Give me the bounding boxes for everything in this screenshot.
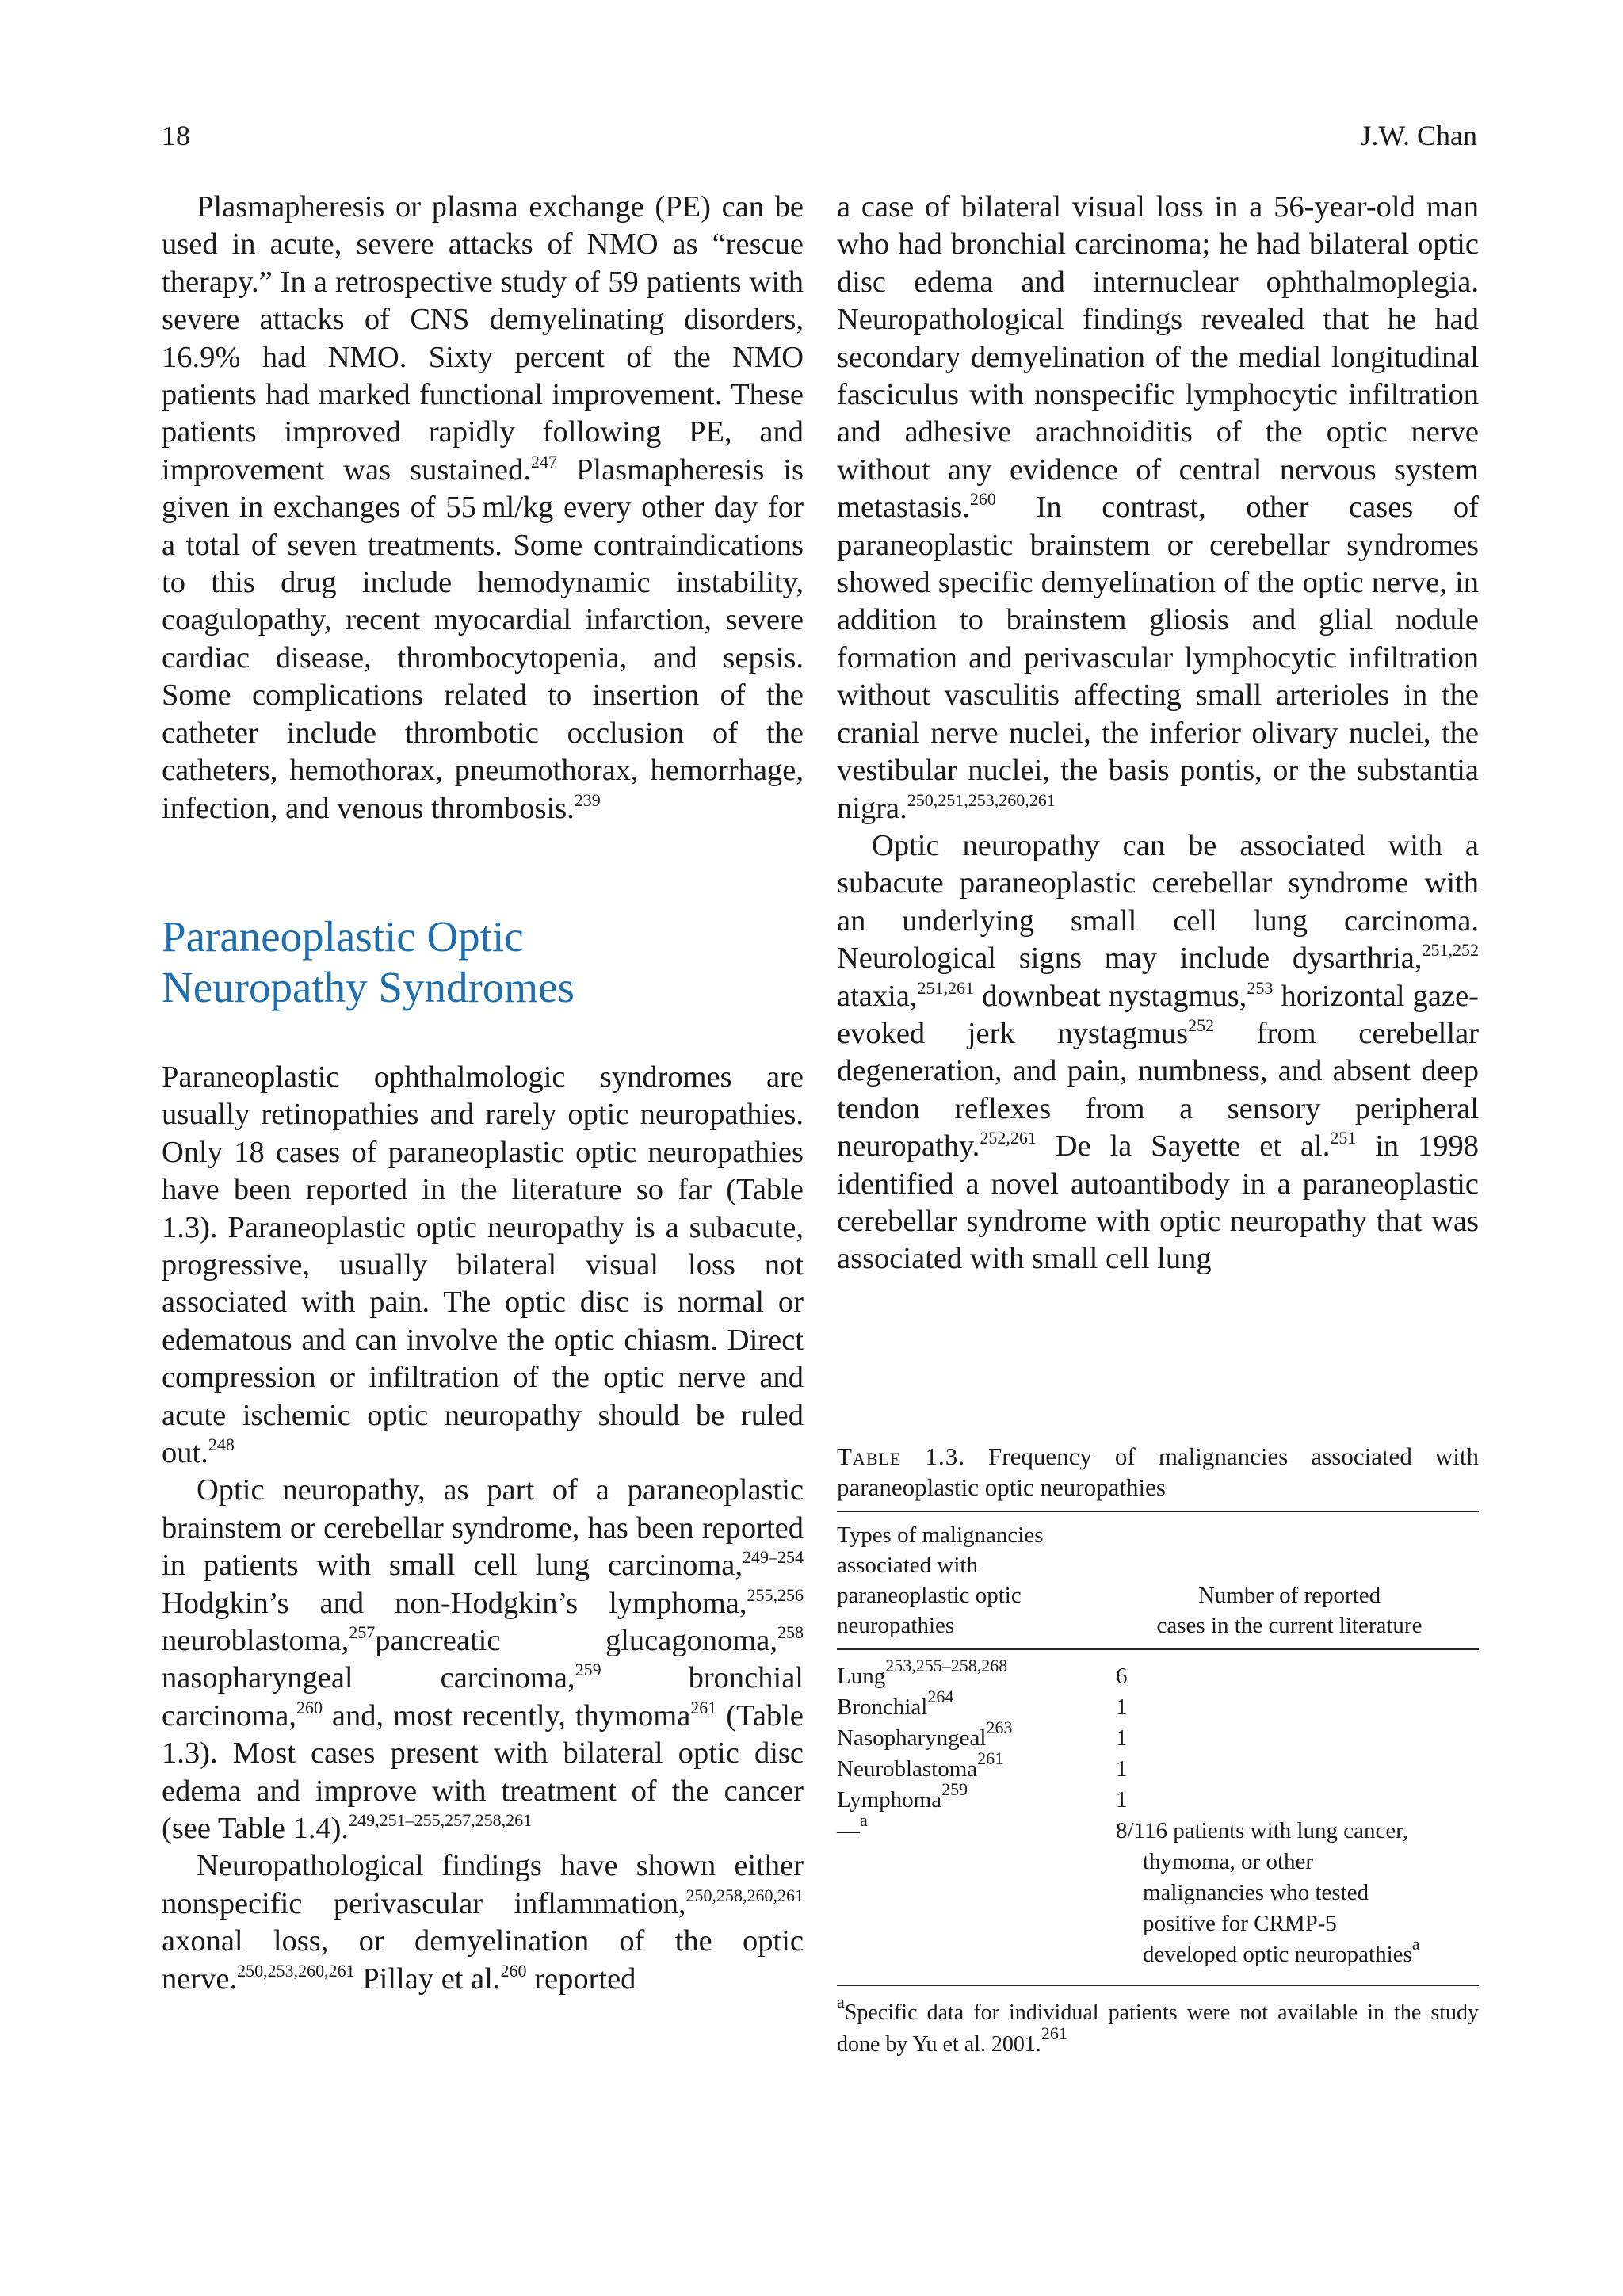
case-count: 1 [1116, 1694, 1128, 1720]
text-run: De la Sayette et al. [1036, 1129, 1331, 1163]
note-line: positive for CRMP-5 [1143, 1911, 1337, 1936]
text-run: Neuropathological findings have shown either nonspecific perivascular inflammation, [162, 1849, 804, 1920]
case-count: 6 [1116, 1664, 1128, 1689]
text-run: Pillay et al. [354, 1962, 501, 1996]
text-run: Plasmapheresis is given in exchanges of 55 ml/kg every other day for a total of seven treatments. Some contraindications to this drug include hemodynamic instability, coagulopathy, recent myocardial infarction, severe cardiac disease, thrombocytopenia, and sepsis. Some complications related to insertion of the catheter include thrombotic occlusion of the catheters, hemothorax, pneumothorax, hemorrhage, infection, and venous thrombosis. [162, 453, 804, 825]
header-line: paraneoplastic optic [837, 1583, 1022, 1608]
citation-ref: 253 [1247, 977, 1274, 998]
section-heading [162, 911, 804, 1013]
citation-ref: 251 [1330, 1128, 1357, 1148]
malignancy-name: Bronchial [837, 1694, 928, 1720]
text-run: axonal loss, or demyelination of the optic nerve. [162, 1924, 804, 1996]
column-header-types [837, 1520, 1100, 1641]
citation-ref: 249–254 [743, 1547, 804, 1568]
case-count: 1 [1116, 1756, 1128, 1782]
table-footnote [837, 1992, 1479, 2061]
text-run: ataxia, [837, 979, 918, 1013]
text-run: from cerebellar degeneration, and pain, numbness, and absent deep tendon reflexes from a sensory peripheral neuropathy. [837, 1016, 1479, 1163]
citation-ref: 250,253,260,261 [237, 1960, 355, 1981]
text-run: Optic neuropathy, as part of a paraneoplastic brainstem or cerebellar syndrome, has been reported in patients with small cell lung carcinoma, [162, 1473, 804, 1583]
text-run: downbeat nystagmus, [974, 979, 1247, 1013]
text-run: in 1998 identified a novel autoantibody in a paraneoplastic cerebellar syndrome with optic neuropathy that was associated with small cell lung [837, 1129, 1479, 1276]
table-row [837, 1717, 1479, 1754]
text-run: (Table 1.3). Most cases present with bilateral optic disc edema and improve with treatment of the cancer (see Table 1.4). [162, 1698, 804, 1846]
running-head: J.W. Chan [1360, 120, 1477, 151]
table-bottom-rule [837, 1985, 1479, 1986]
text-run: nasopharyngeal carcinoma, [162, 1661, 575, 1695]
paragraph-pillay-case [837, 189, 1479, 827]
table-row [837, 1779, 1479, 1816]
malignancy-cell [837, 1779, 1116, 1816]
malignancy-name: Lymphoma [837, 1787, 942, 1813]
table-row [837, 1687, 1479, 1723]
citation-ref: 248 [208, 1434, 235, 1454]
malignancy-name: Neuroblastoma [837, 1756, 978, 1782]
paragraph-plasmapheresis [162, 189, 804, 827]
paragraph-paraneoplastic-intro [162, 1059, 804, 1472]
footnote-mark: a [837, 1992, 845, 2011]
citation-ref: 257 [349, 1622, 376, 1642]
citation-ref: 258 [777, 1622, 804, 1642]
table-body [837, 1650, 1479, 1985]
text-run: Plasmapheresis or plasma exchange (PE) can be used in acute, severe attacks of NMO as “rescue therapy.” In a retrospective study of 59 patients with severe attacks of CNS demyelinating disorders, 16.9% had NMO. Sixty percent of the NMO patients had marked functional improvement. These patients improved rapidly following PE, and improvement was sustained. [162, 190, 804, 487]
citation-ref: 253,255–258,268 [885, 1656, 1008, 1675]
malignancy-cell [837, 1717, 1116, 1754]
table-1-3 [837, 1441, 1479, 2061]
citation-ref: 264 [927, 1687, 954, 1706]
text-run: Hodgkin’s and non-Hodgkin’s lymphoma, [162, 1586, 747, 1620]
malignancy-cell [837, 1656, 1116, 1692]
citation-ref: 260 [500, 1960, 527, 1981]
malignancy-name: — [837, 1818, 860, 1843]
citation-ref: 259 [575, 1660, 601, 1680]
note-line: thymoma, or other [1143, 1849, 1314, 1874]
citation-ref: 252,261 [980, 1128, 1037, 1148]
citation-ref: 263 [986, 1717, 1013, 1737]
note-line: malignancies who tested [1143, 1880, 1369, 1905]
note-line [1116, 1934, 1479, 1970]
header-line: Number of reported [1197, 1583, 1381, 1608]
citation-ref: 261 [1041, 2023, 1067, 2043]
header-line: cases in the current literature [1156, 1613, 1423, 1638]
case-count: 1 [1116, 1787, 1128, 1813]
paragraph-cerebellar-syndrome [837, 827, 1479, 1278]
text-run: horizontal gaze-evoked jerk nystagmus [837, 979, 1479, 1050]
text-run: a case of bilateral visual loss in a 56-year-old man who had bronchial carcinoma; he had bilateral optic disc edema and internuclear ophthalmoplegia. Neuropathological findings revealed that he had secondary demyelination of the medial longitudinal fasciculus with nonspecific lymphocytic infiltration and adhesive arachnoiditis of the optic nerve without any evidence of central nervous system metastasis. [837, 190, 1479, 525]
paragraph-neuropathological-findings [162, 1847, 804, 1998]
citation-ref: 260 [296, 1697, 323, 1717]
malignancy-cell [837, 1748, 1116, 1785]
text-run: Paraneoplastic ophthalmologic syndromes are usually retinopathies and rarely optic neuropathies. Only 18 cases of paraneoplastic optic neuropathies have been reported in the literature so far (Table 1.3). Paraneoplastic optic neuropathy is a subacute, progressive, usually bilateral visual loss not associated with pain. The optic disc is normal or edematous and can involve the optic chiasm. Direct compression or infiltration of the optic nerve and acute ischemic optic neuropathy should be ruled out. [162, 1060, 804, 1469]
text-run: and, most recently, thymoma [322, 1698, 691, 1733]
right-column [837, 189, 1479, 1278]
citation-ref: 249,251–255,257,258,261 [349, 1810, 533, 1831]
citation-ref: 239 [574, 789, 601, 810]
citation-ref: 259 [941, 1779, 968, 1799]
page-number: 18 [162, 120, 190, 151]
header-line: neuropathies [837, 1613, 955, 1638]
table-row [837, 1748, 1479, 1785]
text-run: In contrast, other cases of paraneoplastic brainstem or cerebellar syndromes showed specific demyelination of the optic nerve, in addition to brainstem gliosis and glial nodule formation and perivascular lymphocytic infiltration without vasculitis affecting small arterioles in the cranial nerve nuclei, the inferior olivary nuclei, the vestibular nuclei, the basis pontis, or the substantia nigra. [837, 491, 1479, 825]
column-header-count [1100, 1520, 1479, 1641]
text-run: pancreatic glucagonoma, [375, 1624, 777, 1657]
case-count: 1 [1116, 1725, 1128, 1751]
heading-line: Neuropathy Syndromes [162, 962, 575, 1011]
footnote-mark: a [860, 1810, 868, 1830]
paragraph-optic-neuropathy-brainstem [162, 1472, 804, 1847]
text-run: bronchial carcinoma, [162, 1661, 804, 1733]
citation-ref: 260 [969, 489, 996, 510]
citation-ref: 250,251,253,260,261 [907, 789, 1056, 810]
note-text: developed optic neuropathies [1143, 1942, 1412, 1967]
text-run: Optic neuropathy can be associated with a subacute paraneoplastic cerebellar syndrome with an underlying small cell lung carcinoma. Neurological signs may include dysarthria, [837, 828, 1479, 976]
footnote-text: Specific data for individual patients were not available in the study done by Yu et al. 2001. [837, 2000, 1479, 2057]
text-run: neuroblastoma, [162, 1624, 349, 1657]
malignancy-name: Nasopharyngeal [837, 1725, 987, 1751]
text-run: reported [526, 1962, 636, 1996]
citation-ref: 251,252 [1422, 940, 1479, 961]
citation-ref: 255,256 [747, 1584, 804, 1605]
heading-line: Paraneoplastic Optic [162, 911, 524, 961]
citation-ref: 247 [531, 451, 557, 472]
citation-ref: 252 [1188, 1014, 1215, 1035]
table-caption-text: Frequency of malignancies associated with paraneoplastic optic neuropathies [837, 1442, 1479, 1501]
case-count-note [1116, 1816, 1479, 1970]
malignancy-cell [837, 1810, 1116, 1970]
malignancy-cell [837, 1687, 1116, 1723]
citation-ref: 261 [977, 1748, 1004, 1768]
table-label: Table 1.3. [837, 1442, 965, 1470]
citation-ref: 250,258,260,261 [685, 1885, 804, 1905]
table-header-row [837, 1512, 1479, 1648]
citation-ref: 261 [690, 1697, 717, 1717]
header-line: associated with [837, 1553, 978, 1578]
citation-ref: 251,261 [917, 977, 975, 998]
malignancy-name: Lung [837, 1664, 886, 1689]
footnote-mark: a [1411, 1934, 1420, 1954]
table-caption [837, 1441, 1479, 1503]
header-line: Types of malignancies [837, 1522, 1044, 1548]
left-column [162, 189, 804, 1998]
note-line: 8/116 patients with lung cancer, [1116, 1818, 1409, 1843]
table-row-crmp5 [837, 1810, 1479, 1970]
